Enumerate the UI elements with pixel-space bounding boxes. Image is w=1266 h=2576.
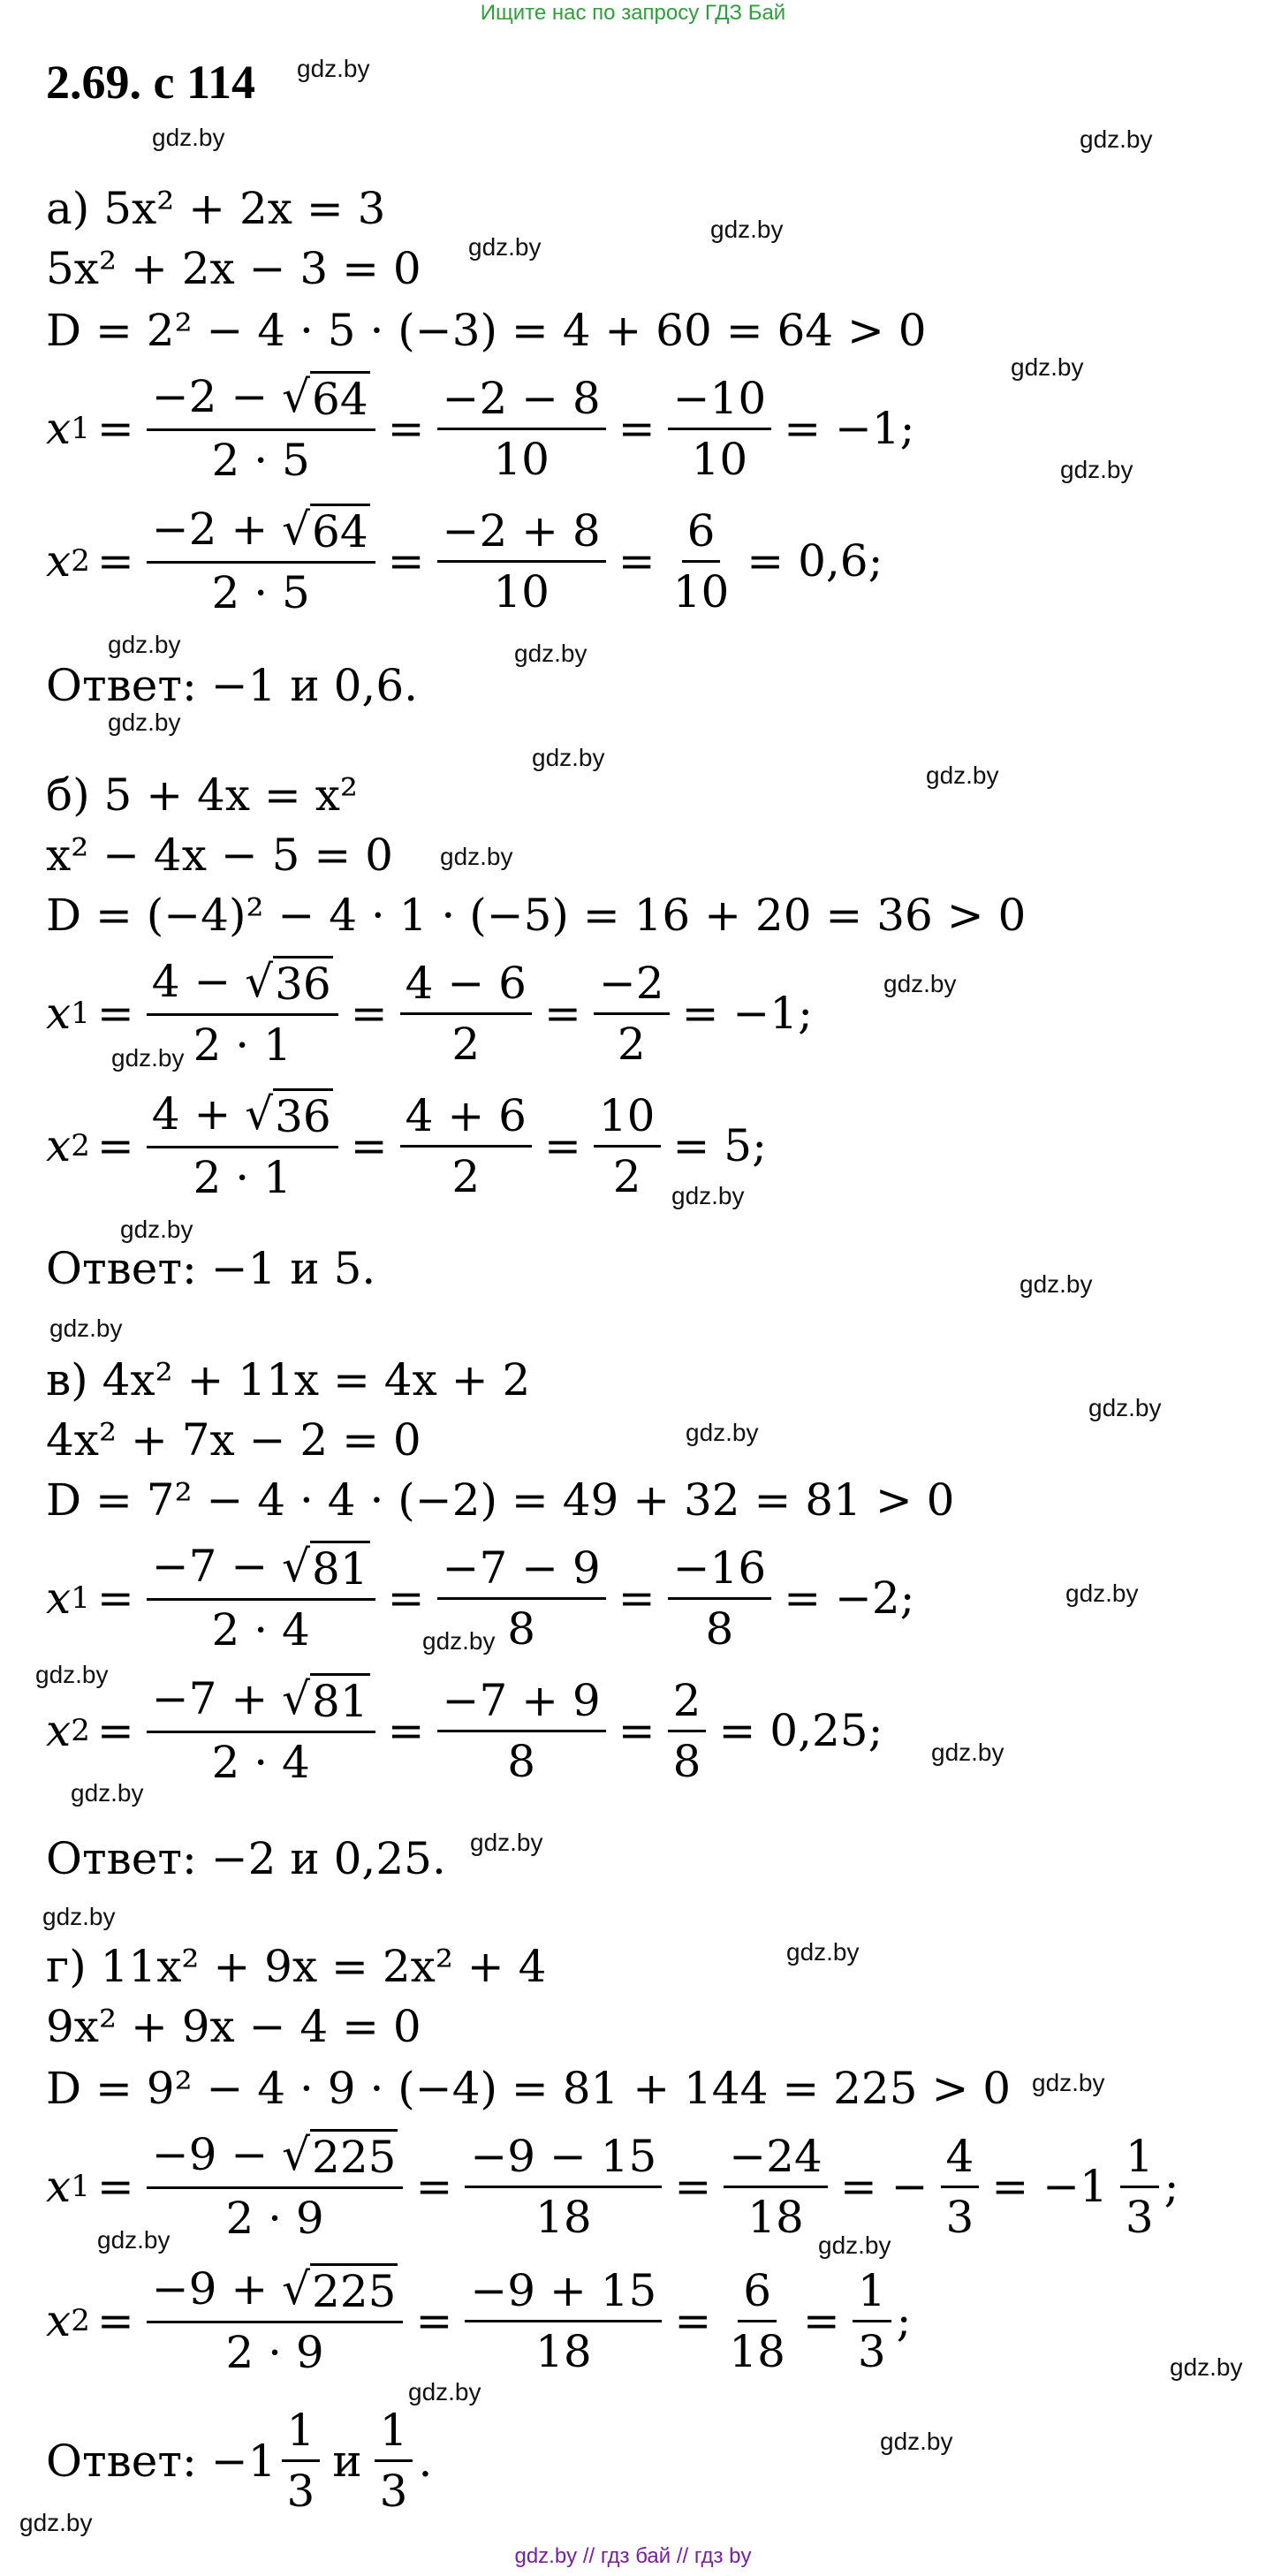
watermark: gdz.by <box>710 216 784 243</box>
watermark: gdz.by <box>1080 125 1153 153</box>
part-d-equation-2: 9x² + 9x − 4 = 0 <box>46 2001 421 2052</box>
part-a-x1: x 1 = −2 − √ 64 2 · 5 = $\frac{-2 - 8}{10}$ = $\frac{-10}{10}$ = −1; <box>46 371 915 486</box>
top-banner[interactable]: Ищите нас по запросу ГДЗ Бай <box>480 1 786 25</box>
watermark: gdz.by <box>408 2378 481 2406</box>
watermark: gdz.by <box>1011 353 1084 381</box>
watermark: gdz.by <box>1065 1580 1139 1607</box>
watermark: gdz.by <box>1032 2069 1105 2096</box>
part-c-equation: в) 4x² + 11x = 4x + 2 <box>46 1354 531 1405</box>
part-c-discriminant: D = 7² − 4 · 4 · (−2) = 49 + 32 = 81 > 0 <box>46 1474 955 1526</box>
part-a-equation: а) 5x² + 2x = 3 <box>46 183 386 234</box>
watermark: gdz.by <box>1170 2353 1243 2381</box>
watermark: gdz.by <box>532 744 605 771</box>
watermark: gdz.by <box>470 1829 543 1856</box>
part-d-x2: x 2 = −9 + √ 225 2 · 9 = $\frac{-9 + 15}{18}$ = $\frac{6}{18}$ = $\frac{1}{3}$ ; <box>46 2263 912 2378</box>
watermark: gdz.by <box>931 1739 1004 1766</box>
watermark: gdz.by <box>1060 456 1133 483</box>
part-a-x2: x 2 = −2 + √ 64 2 · 5 = $\frac{-2 + 8}{10}$ = $\frac{6}{10}$ = 0,6; <box>46 504 883 618</box>
watermark: gdz.by <box>1088 1394 1162 1421</box>
watermark: gdz.by <box>422 1627 496 1655</box>
watermark: gdz.by <box>120 1216 193 1243</box>
part-c-answer: Ответ: −2 и 0,25. <box>46 1833 446 1884</box>
part-c-x2: x 2 = −7 + √ 81 2 · 4 = $\frac{-7 + 9}{8}$ = $\frac{2}{8}$ = 0,25; <box>46 1673 883 1788</box>
watermark: gdz.by <box>111 1044 185 1072</box>
part-a-discriminant: D = 2² − 4 · 5 · (−3) = 4 + 60 = 64 > 0 <box>46 305 927 356</box>
watermark: gdz.by <box>686 1419 759 1446</box>
watermark: gdz.by <box>108 631 181 658</box>
part-d-x1: x 1 = −9 − √ 225 2 · 9 = $\frac{-9 - 15}{18}$ = $\frac{-24}{18}$ = − $\frac{4}{3}$ = −1 $\frac{1}{3}$ ; <box>46 2129 1179 2244</box>
watermark: gdz.by <box>926 761 999 789</box>
watermark: gdz.by <box>152 124 225 151</box>
watermark: gdz.by <box>468 233 542 261</box>
part-b-discriminant: D = (−4)² − 4 · 1 · (−5) = 16 + 20 = 36 > 0 <box>46 890 1027 941</box>
part-b-equation-2: x² − 4x − 5 = 0 <box>46 830 393 881</box>
watermark: gdz.by <box>1020 1270 1093 1298</box>
watermark: gdz.by <box>880 2428 953 2455</box>
part-b-answer: Ответ: −1 и 5. <box>46 1243 376 1294</box>
watermark: gdz.by <box>35 1661 109 1688</box>
watermark: gdz.by <box>297 55 370 82</box>
watermark: gdz.by <box>818 2231 891 2259</box>
page-title: 2.69. с 114 <box>46 56 255 109</box>
part-a-equation-2: 5x² + 2x − 3 = 0 <box>46 243 421 294</box>
watermark: gdz.by <box>440 843 513 870</box>
watermark: gdz.by <box>514 640 588 667</box>
part-b-x2: x 2 = 4 + √ 36 2 · 1 = $\frac{4 + 6}{2}$ = $\frac{10}{2}$ = 5; <box>46 1088 767 1203</box>
watermark: gdz.by <box>786 1938 860 1966</box>
part-b-x1: x 1 = 4 − √ 36 2 · 1 = $\frac{4 - 6}{2}$ = $\frac{-2}{2}$ = −1; <box>46 956 813 1071</box>
watermark: gdz.by <box>49 1315 123 1342</box>
part-d-discriminant: D = 9² − 4 · 9 · (−4) = 81 + 144 = 225 > 0 <box>46 2063 1012 2114</box>
part-a-answer: Ответ: −1 и 0,6. <box>46 660 419 711</box>
part-c-x1: x 1 = −7 − √ 81 2 · 4 = $\frac{-7 - 9}{8}$ = $\frac{-16}{8}$ = −2; <box>46 1541 915 1655</box>
part-c-equation-2: 4x² + 7x − 2 = 0 <box>46 1414 421 1466</box>
part-d-equation: г) 11x² + 9x = 2x² + 4 <box>46 1941 547 1992</box>
watermark: gdz.by <box>883 970 957 997</box>
watermark: gdz.by <box>42 1903 116 1930</box>
watermark: gdz.by <box>108 708 181 736</box>
watermark: gdz.by <box>97 2226 171 2254</box>
watermark: gdz.by <box>19 2509 93 2536</box>
watermark: gdz.by <box>71 1779 144 1807</box>
watermark: gdz.by <box>671 1182 745 1209</box>
part-b-equation: б) 5 + 4x = x² <box>46 769 358 821</box>
footer-links[interactable]: gdz.by // гдз бай // гдз by <box>514 2544 752 2568</box>
part-d-answer: Ответ: −1 $\frac{1}{3}$ и $\frac{1}{3}$ . <box>46 2405 433 2517</box>
